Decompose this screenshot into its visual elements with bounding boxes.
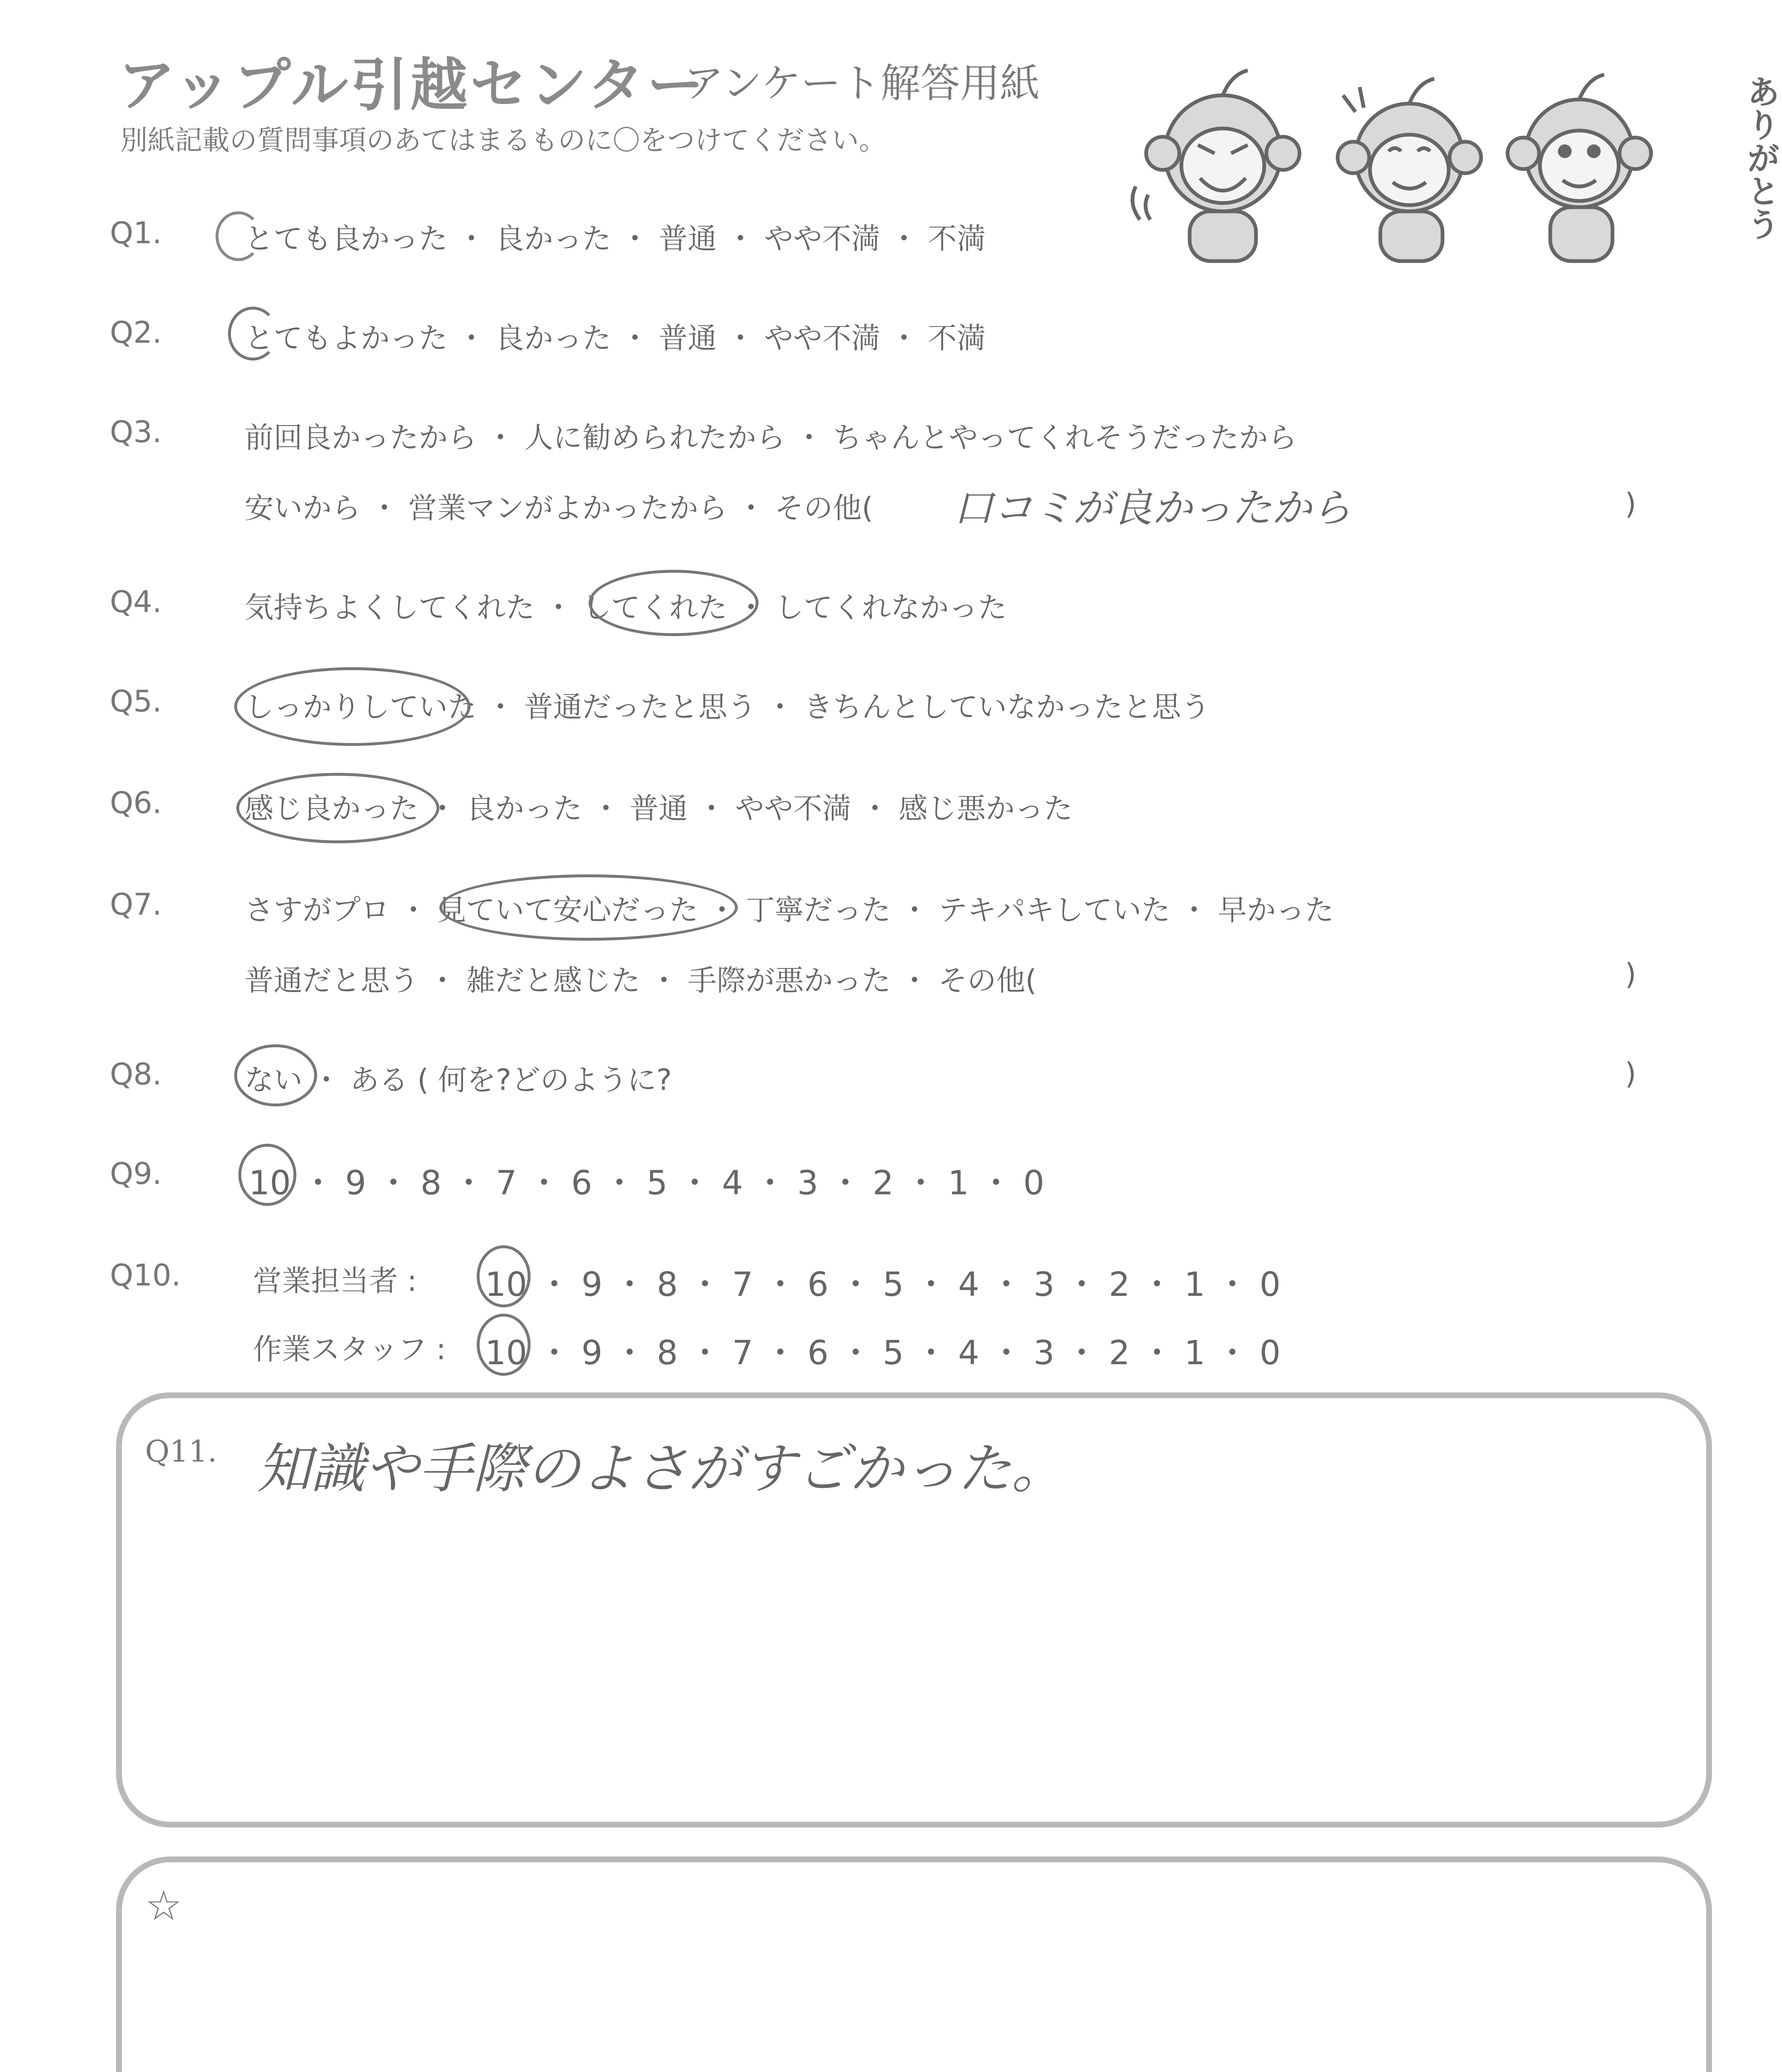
q7-answer-mark <box>439 874 738 941</box>
q1-answer-mark <box>216 211 261 261</box>
q2-label: Q2. <box>110 315 162 350</box>
q10-staff-scale: 10 ・ 9 ・ 8 ・ 7 ・ 6 ・ 5 ・ 4 ・ 3 ・ 2 ・ 1 ・ 0 <box>485 1334 1281 1372</box>
q11-answer: 知識や手際のよさがすごかった。 <box>257 1437 1066 1500</box>
q1-options: とても良かった ・ 良かった ・ 普通 ・ やや不満 ・ 不満 <box>245 222 986 256</box>
q3-label: Q3. <box>110 414 162 449</box>
star-label: ☆ <box>145 1881 182 1930</box>
page-title: アップル引越センター <box>118 52 707 119</box>
q4-options: 気持ちよくしてくれた ・ してくれた ・ してくれなかった <box>245 591 1007 625</box>
q1-label: Q1. <box>110 215 162 250</box>
q9-label: Q9. <box>110 1156 162 1191</box>
q10-sales-answer-mark <box>477 1245 531 1307</box>
q6-options: 感じ良かった ・ 良かった ・ 普通 ・ やや不満 ・ 感じ悪かった <box>245 792 1073 825</box>
q3-options-line2: 安いから ・ 営業マンがよかったから ・ その他( <box>245 491 873 525</box>
q8-label: Q8. <box>110 1057 162 1092</box>
q10-sales-label: 営業担当者 : <box>253 1264 417 1298</box>
q7-label: Q7. <box>110 887 162 922</box>
q10-staff-label: 作業スタッフ : <box>253 1332 446 1366</box>
q6-answer-mark <box>236 773 439 843</box>
free-comment-box <box>116 1857 1712 2072</box>
q3-options-line1: 前回良かったから ・ 人に勧められたから ・ ちゃんとやってくれそうだったから <box>245 421 1297 455</box>
q5-label: Q5. <box>110 684 162 719</box>
q2-options: とてもよかった ・ 良かった ・ 普通 ・ やや不満 ・ 不満 <box>245 321 986 355</box>
q5-answer-mark <box>234 667 470 746</box>
q10-sales-scale: 10 ・ 9 ・ 8 ・ 7 ・ 6 ・ 5 ・ 4 ・ 3 ・ 2 ・ 1 ・ 0 <box>485 1265 1281 1304</box>
q9-scale: 10 ・ 9 ・ 8 ・ 7 ・ 6 ・ 5 ・ 4 ・ 3 ・ 2 ・ 1 ・ 0 <box>249 1164 1045 1202</box>
q10-staff-answer-mark <box>477 1314 531 1376</box>
q8-close-paren: ) <box>1625 1057 1637 1091</box>
q3-other-answer: 口コミが良かったから <box>953 485 1351 531</box>
q7-options-line1: さすがプロ ・ 見ていて安心だった ・ 丁寧だった ・ テキパキしていた ・ 早かった <box>245 893 1334 927</box>
q8-answer-mark <box>234 1044 317 1106</box>
q3-close-paren: ) <box>1625 487 1637 521</box>
q6-label: Q6. <box>110 785 162 820</box>
q9-answer-mark <box>238 1144 296 1206</box>
mascot-illustration <box>1127 62 1687 269</box>
mascot-caption: ありがとう <box>1741 75 1780 240</box>
instruction-text: 別紙記載の質問事項のあてはまるものに〇をつけてください。 <box>120 124 886 156</box>
q5-options: しっかりしていた ・ 普通だったと思う ・ きちんとしていなかったと思う <box>245 690 1210 724</box>
page-subtitle: アンケート解答用紙 <box>684 60 1040 107</box>
q7-options-line2: 普通だと思う ・ 雑だと感じた ・ 手際が悪かった ・ その他( <box>245 963 1037 997</box>
q8-options: ない ・ ある ( 何を?どのように? <box>245 1063 672 1097</box>
q10-label: Q10. <box>110 1258 181 1293</box>
q11-label: Q11. <box>145 1434 217 1469</box>
q2-answer-mark <box>228 307 278 361</box>
q4-answer-mark <box>589 570 759 636</box>
q4-label: Q4. <box>110 584 162 619</box>
q7-close-paren: ) <box>1625 957 1637 991</box>
